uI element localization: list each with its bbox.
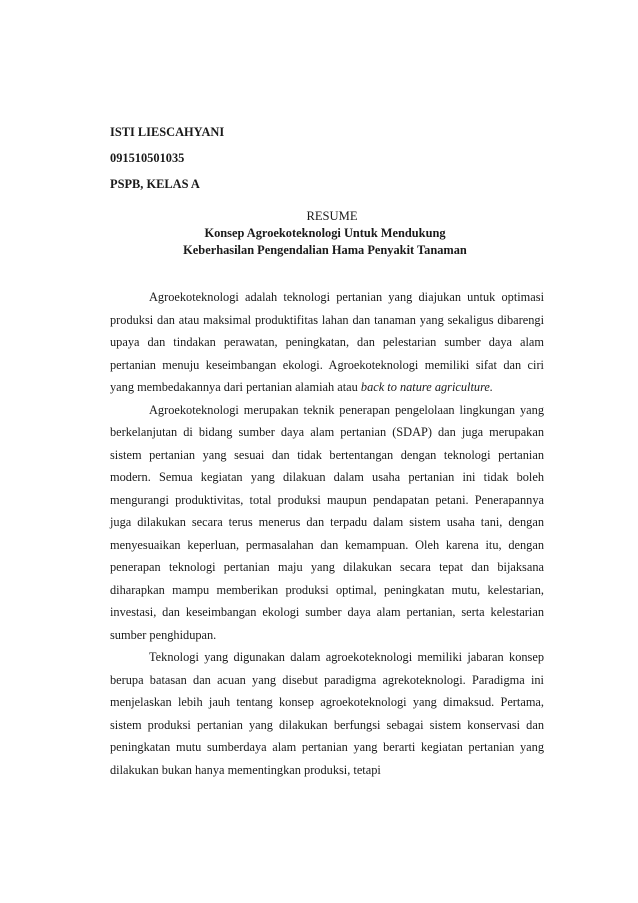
paragraph-1 xyxy=(110,286,544,399)
paragraph-1-italic: back to nature agriculture. xyxy=(360,380,493,394)
paragraph-3 xyxy=(110,646,544,781)
author-header xyxy=(110,119,540,197)
title-line-1: Konsep Agroekoteknologi Untuk Mendukung xyxy=(204,226,446,240)
document-title xyxy=(110,208,540,259)
paragraph-1-text: Agroekoteknologi adalah teknologi pertanian yang diajukan untuk optimasi produksi dan atau maksimal produktifitas lahan dan tanaman yang sekaligus dibarengi upaya dan tindakan perawatan, peningkatan, dan pelestarian sumber daya alam pertanian menuju keseimbangan ekologi. Agroekoteknologi memiliki sifat dan ciri yang membedakannya dari pertanian alamiah atau xyxy=(110,290,544,394)
author-name: ISTI LIESCAHYANI xyxy=(110,125,225,139)
paragraph-3-text: Teknologi yang digunakan dalam agroekoteknologi memiliki jabaran konsep berupa batasan dan acuan yang disebut paradigma agrekoteknologi. Paradigma ini menjelaskan lebih jauh tentang konsep agroekoteknologi yang dimaksud. Pertama, sistem produksi pertanian yang dilakukan berfungsi sebagai sistem konservasi dan peningkatan mutu sumberdaya alam pertanian yang berarti kegiatan pertanian yang dilakukan bukan hanya mementingkan produksi, tetapi xyxy=(110,650,544,777)
student-id: 091510501035 xyxy=(110,151,185,165)
title-line-2: Keberhasilan Pengendalian Hama Penyakit Tanaman xyxy=(183,243,467,257)
resume-label: RESUME xyxy=(306,209,358,223)
document-body xyxy=(110,286,544,781)
program-class: PSPB, KELAS A xyxy=(110,177,200,191)
paragraph-2 xyxy=(110,399,544,647)
paragraph-2-text: Agroekoteknologi merupakan teknik penerapan pengelolaan lingkungan yang berkelanjutan di bidang sumber daya alam pertanian (SDAP) dan juga merupakan sistem pertanian yang sesuai dan tidak bertentangan dengan teknologi pertanian modern. Semua kegiatan yang dilakuan dalam usaha pertanian ini tidak boleh mengurangi produktivitas, total produksi maupun pendapatan petani. Penerapannya juga dilakukan secara terus menerus dan terpadu dalam sistem usaha tani, dengan menyesuaikan keperluan, permasalahan dan kemampuan. Oleh karena itu, dengan penerapan teknologi pertanian maju yang dilakukan secara tepat dan bijaksana diharapkan mampu memberikan produksi optimal, peningkatan mutu, kelestarian, investasi, dan keseimbangan ekologi sumber daya alam pertanian, serta kelestarian sumber penghidupan. xyxy=(110,402,544,642)
